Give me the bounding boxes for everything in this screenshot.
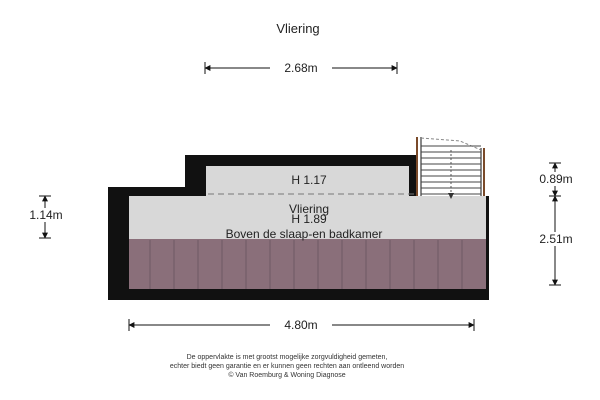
copyright-line: © Van Roemburg & Woning Diagnose xyxy=(228,372,346,379)
right-upper-label: 0.89m xyxy=(539,172,573,186)
right-lower-label: 2.51m xyxy=(539,232,573,246)
room-note-label: Boven de slaap-en badkamer xyxy=(225,227,383,241)
wood-floor xyxy=(129,239,486,289)
right-height-dimensions xyxy=(530,163,582,285)
disclaimer-line-2: echter biedt geen garantie en er kunnen geen rechten aan ontleend worden xyxy=(169,363,405,370)
bottom-width-dimension xyxy=(129,317,474,333)
bottom-wall xyxy=(108,289,489,300)
main-height-label: H 1.89 xyxy=(291,212,327,226)
plan-title: Vliering xyxy=(276,21,320,36)
left-height-label: 1.14m xyxy=(29,208,63,222)
room-name-label: Vliering xyxy=(288,202,330,216)
disclaimer-line-1: De oppervlakte is met grootst mogelijke zorgvuldigheid gemeten, xyxy=(186,354,388,361)
upper-height-label: H 1.17 xyxy=(291,173,327,187)
right-wall xyxy=(486,196,489,300)
top-width-dimension xyxy=(205,60,397,76)
left-height-dimension xyxy=(22,196,72,238)
staircase xyxy=(417,137,486,199)
top-width-label: 2.68m xyxy=(284,61,318,75)
bottom-width-label: 4.80m xyxy=(284,318,318,332)
